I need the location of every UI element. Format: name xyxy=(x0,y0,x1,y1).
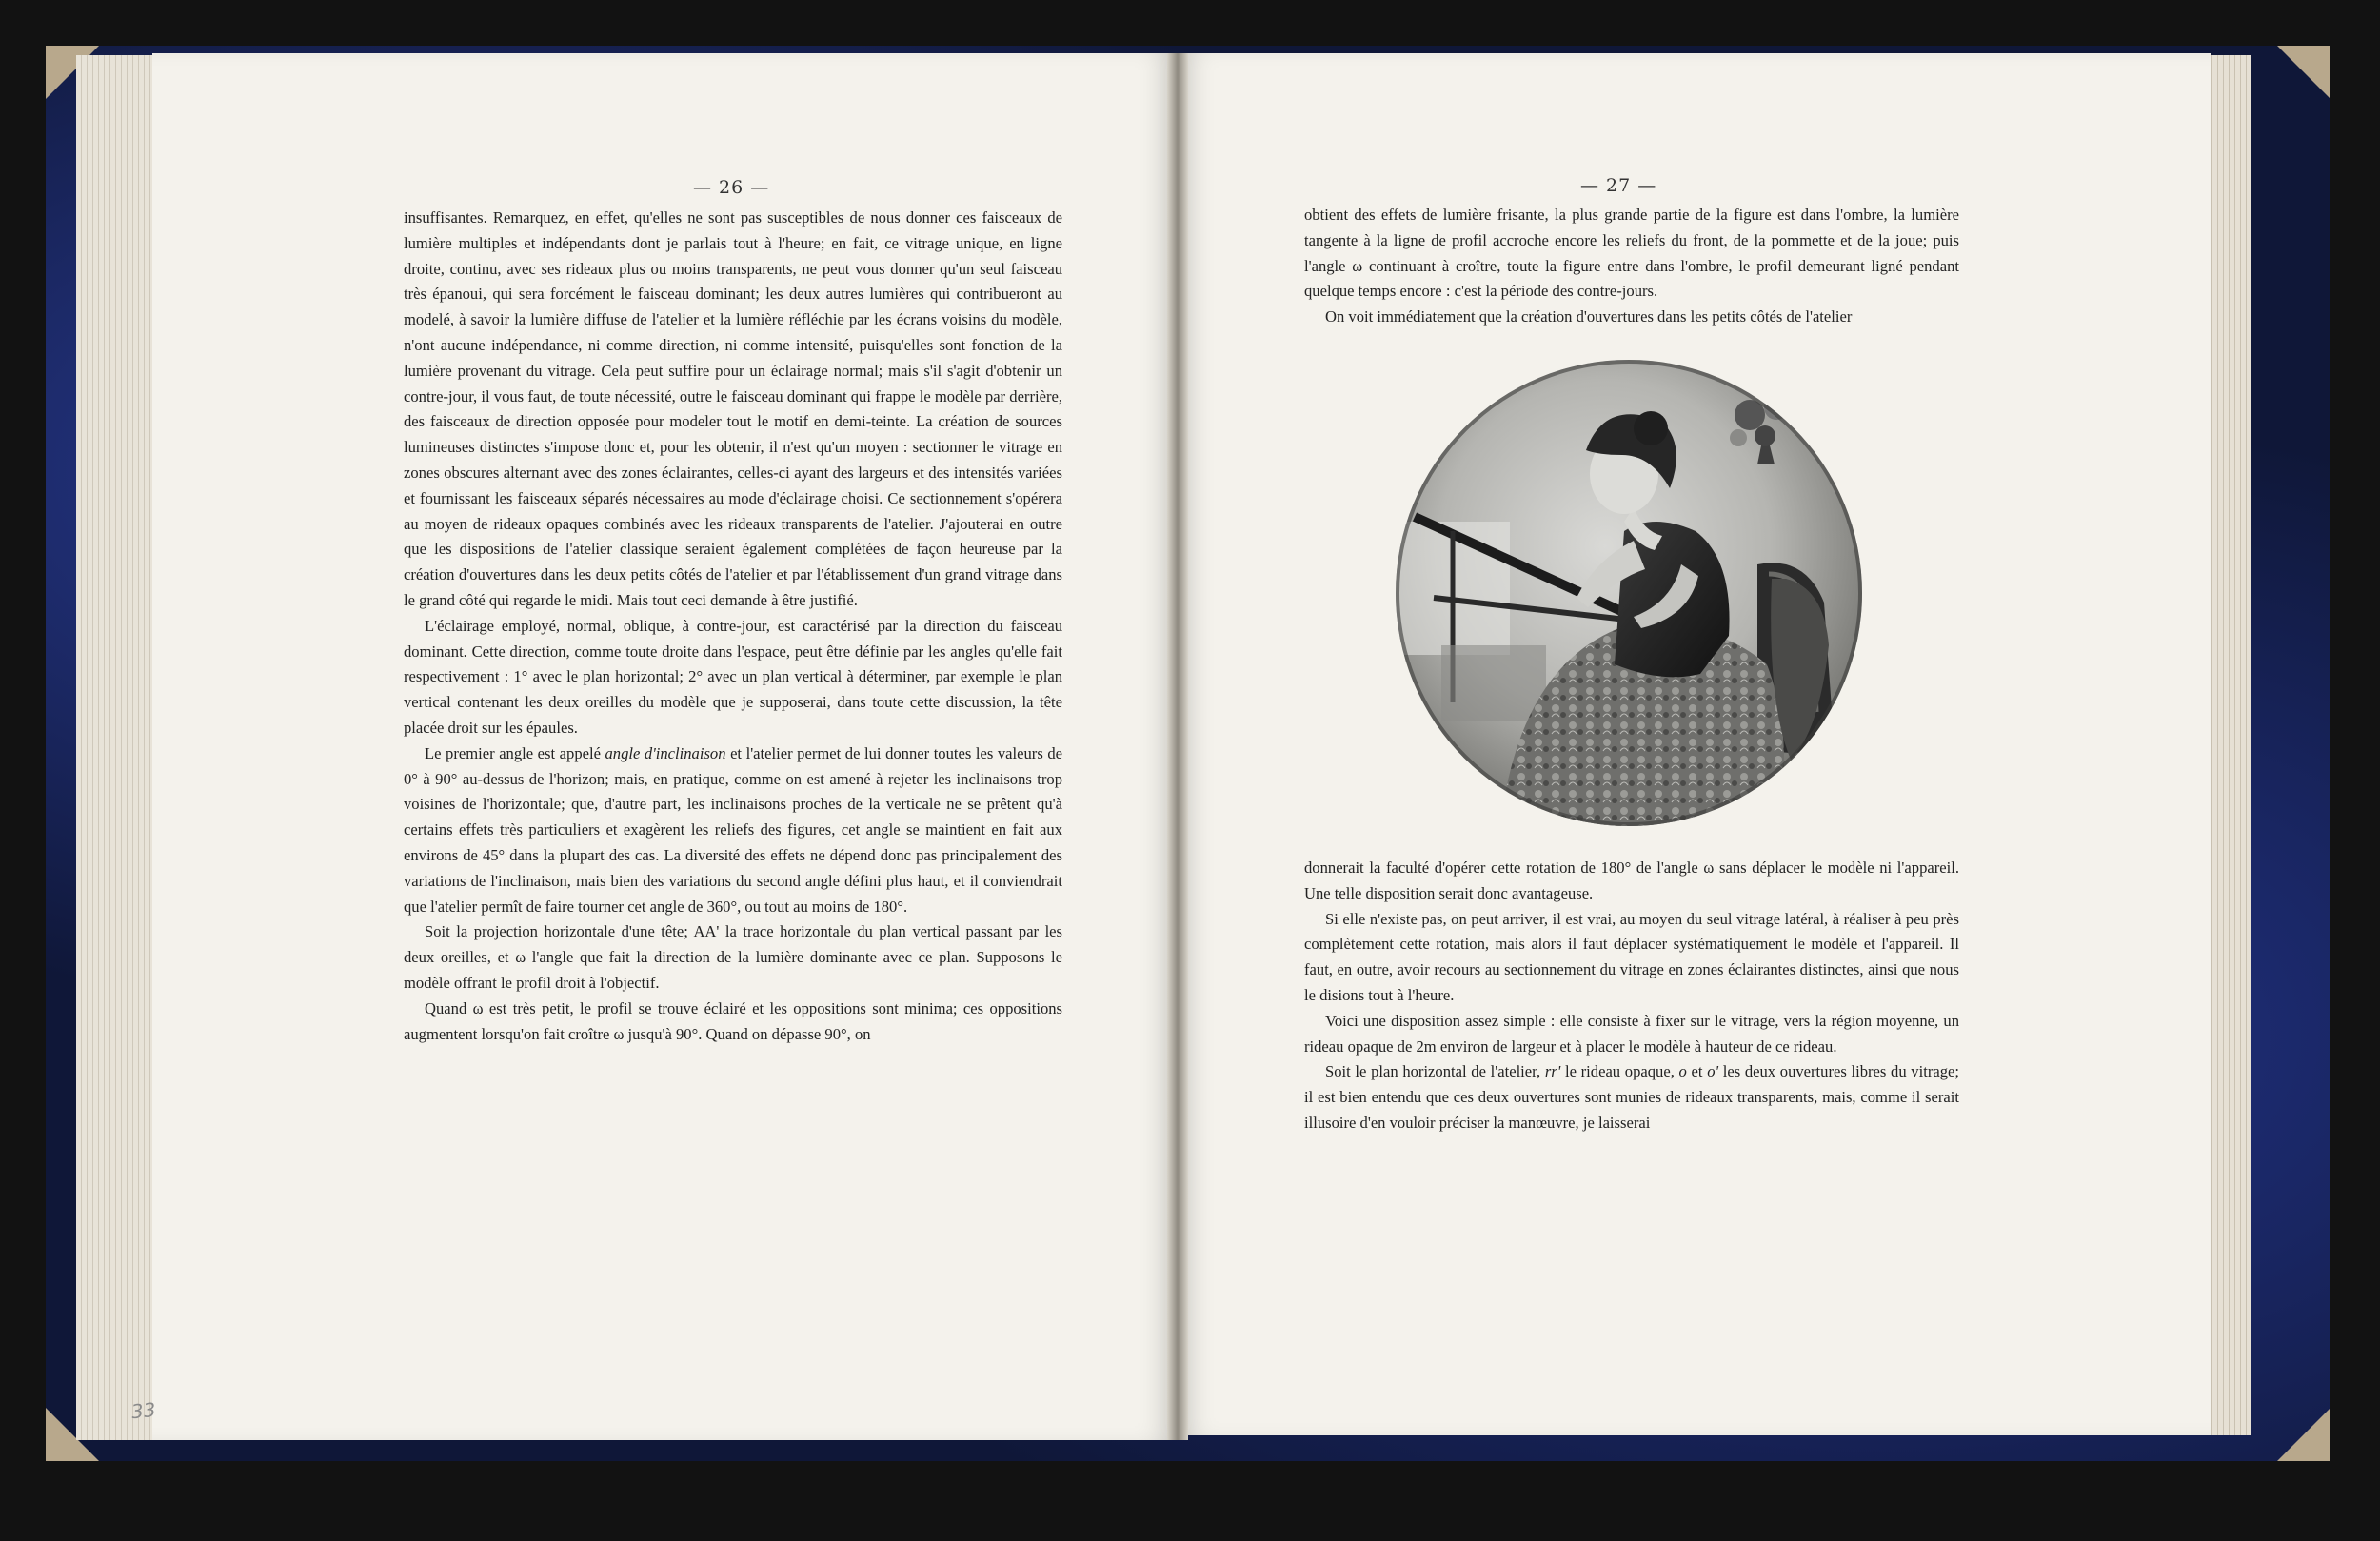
page-number-left: — 26 — xyxy=(693,177,770,198)
paragraph: On voit immédiatement que la création d'ouvertures dans les petits côtés de l'atelier xyxy=(1325,307,1853,326)
left-page-text xyxy=(404,206,1062,1047)
paragraph: Voici une disposition assez simple : elle consiste à fixer sur le vitrage, vers la région moyenne, un rideau opaque de 2m environ de largeur et à placer le modèle à hauteur de ce rideau. xyxy=(1304,1011,1959,1056)
page-edges-right xyxy=(2207,55,2251,1435)
page-number-right: — 27 — xyxy=(1580,175,1657,196)
circular-photograph xyxy=(1396,360,1862,826)
book-gutter xyxy=(1167,53,1188,1440)
right-page-text-bottom xyxy=(1304,856,1959,1136)
right-page-text-top xyxy=(1304,203,1959,330)
pencil-annotation: 33 xyxy=(129,1397,157,1424)
photo-woman-embroidering xyxy=(1396,360,1862,826)
paragraph: Le premier angle est appelé angle d'inclinaison et l'atelier permet de lui donner toutes les valeurs de 0° à 90° au-dessus de l'horizon; mais, en pratique, comme on est amené à rejeter les inclinaisons trop voisines de l'horizontale; que, d'autre part, les inclinaisons proches de la verticale ne se prêtent qu'à certains effets très particuliers et exagèrent les reliefs des figures, cet angle se maintient en fait aux environs de 45° dans la plupart des cas. La diversité des effets ne dépend donc pas principalement des variations de l'inclinaison, mais bien des variations du second angle défini plus haut, et il conviendrait que l'atelier permît de faire tourner cet angle de 360°, ou tout au moins de 180°. xyxy=(404,743,1062,916)
paragraph: Soit le plan horizontal de l'atelier, rr' le rideau opaque, o et o' les deux ouvertures libres du vitrage; il est bien entendu que ces deux ouvertures sont munies de rideaux transparents, mais, comme il serait illusoire d'en vouloir préciser la manœuvre, je laisserai xyxy=(1304,1062,1959,1132)
paragraph: obtient des effets de lumière frisante, la plus grande partie de la figure est dans l'ombre, la lumière tangente à la ligne de profil accroche encore les reliefs du front, de la pommette et de la joue; puis l'angle ω continuant à croître, toute la figure entre dans l'ombre, le profil demeurant ligné pendant quelque temps encore : c'est la période des contre-jours. xyxy=(1304,206,1959,301)
paragraph: donnerait la faculté d'opérer cette rotation de 180° de l'angle ω sans déplacer le modèle ni l'appareil. Une telle disposition serait donc avantageuse. xyxy=(1304,859,1959,902)
paragraph: Quand ω est très petit, le profil se trouve éclairé et les oppositions sont minima; ces oppositions augmentent lorsqu'on fait croître ω jusqu'à 90°. Quand on dépasse 90°, on xyxy=(404,998,1062,1043)
paragraph: insuffisantes. Remarquez, en effet, qu'elles ne sont pas susceptibles de nous donner ces faisceaux de lumière multiples et indépendants dont je parlais tout à l'heure; en fait, ce vitrage unique, en ligne droite, continu, avec ses rideaux plus ou moins transparents, ne peut vous donner qu'un seul faisceau très épanoui, qui sera forcément le faisceau dominant; les deux autres lumières qui contribueront au modelé, à savoir la lumière diffuse de l'atelier et la lumière réfléchie par les écrans voisins du modèle, n'ont aucune indépendance, ni comme direction, ni comme intensité, puisqu'elles sont fonction de la lumière provenant du vitrage. Cela peut suffire pour un éclairage normal; mais s'il s'agit d'obtenir un contre-jour, il vous faut, de toute nécessité, outre le faisceau dominant qui frappe le modèle par derrière, des faisceaux de direction opposée pour modeler tout le motif en demi-teinte. La création de sources lumineuses distinctes s'impose donc et, pour les obtenir, il n'est qu'un moyen : sectionner le vitrage en zones obscures alternant avec des zones éclairantes, celles-ci ayant des largeurs et des intensités variées et fournissant les faisceaux séparés nécessaires au mode d'éclairage choisi. Ce sectionnement s'opérera au moyen de rideaux opaques combinés avec les rideaux transparents de l'atelier. J'ajouterai en outre que les dispositions de l'atelier classique seraient également complétées de façon heureuse par la création d'ouvertures dans les deux petits côtés de l'atelier et par l'établissement d'un grand vitrage dans le grand côté qui regarde le midi. Mais tout ceci demande à être justifié. xyxy=(404,208,1062,609)
paragraph: Soit la projection horizontale d'une tête; AA' la trace horizontale du plan vertical passant par les deux oreilles, et ω l'angle que fait la direction de la lumière dominante avec ce plan. Supposons le modèle offrant le profil droit à l'objectif. xyxy=(404,922,1062,992)
paragraph: Si elle n'existe pas, on peut arriver, il est vrai, au moyen du seul vitrage latéral, à réaliser à peu près complètement cette rotation, mais alors il faut déplacer systématiquement le modèle et l'appareil. Il faut, en outre, avoir recours au sectionnement du vitrage en zones éclairantes distinctes, ainsi que nous le disions tout à l'heure. xyxy=(1304,909,1959,1004)
page-edges-left xyxy=(76,55,162,1440)
paragraph: L'éclairage employé, normal, oblique, à contre-jour, est caractérisé par la direction du faisceau dominant. Cette direction, comme toute droite dans l'espace, peut être définie par les angles qu'elle fait respectivement : 1° avec le plan horizontal; 2° avec un plan vertical à déterminer, par exemple le plan vertical contenant les deux oreilles du modèle que je supposerai, dans toute cette discussion, la tête placée droit sur les épaules. xyxy=(404,616,1062,737)
italic-term: angle d'inclinaison xyxy=(605,743,726,762)
